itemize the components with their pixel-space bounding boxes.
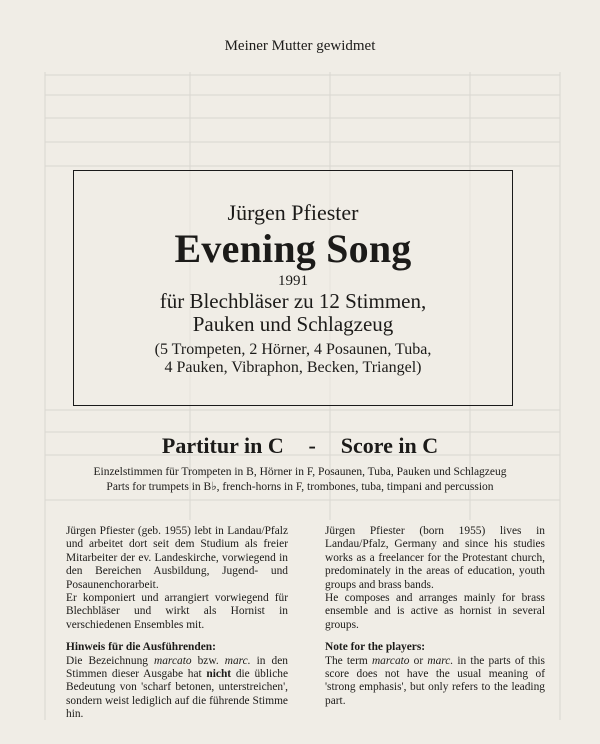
score-heading-german: Partitur in C — [161, 433, 284, 458]
composition-year: 1991 — [278, 273, 308, 289]
english-bio-2: He composes and arranges mainly for brass ensemble and is active as hornist in several groups. — [325, 592, 545, 631]
german-bio-2: Er komponiert und arrangiert vorwiegend für Blechbläser und wirkt als Hornist in verschiedenen Ensembles mit. — [66, 592, 288, 631]
parts-info — [0, 465, 600, 495]
german-column — [66, 525, 288, 722]
title-box — [73, 170, 513, 406]
composer-name: Jürgen Pfiester — [227, 200, 359, 225]
score-heading — [0, 433, 600, 459]
german-note-heading: Hinweis für die Ausführenden: — [66, 641, 216, 654]
score-heading-separator: - — [308, 433, 316, 458]
english-bio: Jürgen Pfiester (born 1955) lives in Landau/Pfalz, Germany and since his studies works as a freelancer for the Protestant church, predominately in the areas of education, youth groups and brass bands. — [325, 525, 545, 591]
parts-german: Einzelstimmen für Trompeten in B, Hörner in F, Posaunen, Tuba, Pauken und Schlagzeug — [93, 466, 507, 478]
german-note: Die Bezeichnung marcato bzw. marc. in den Stimmen dieser Ausgabe hat nicht die übliche Bedeutung von 'scharf betonen, unterstreichen', sondern weist lediglich auf die führende Stimme hin. — [66, 654, 288, 721]
dedication: Meiner Mutter gewidmet — [224, 38, 376, 54]
german-bio: Jürgen Pfiester (geb. 1955) lebt in Landau/Pfalz und arbeitet dort seit dem Studium als freier Mitarbeiter der ev. Landeskirche, vorwiegend in den Bereichen Ausbildung, Jugend- und Posaunenchorarbeit. — [66, 525, 288, 591]
instrumentation-line-2: 4 Pauken, Vibraphon, Becken, Triangel) — [164, 359, 422, 376]
english-note: The term marcato or marc. in the parts of this score does not have the usual meaning of 'strong emphasis', but only refers to the leading part. — [325, 654, 545, 707]
english-note-heading: Note for the players: — [325, 641, 426, 654]
subtitle-line-2: Pauken und Schlagzeug — [192, 312, 394, 336]
english-column — [325, 525, 545, 708]
work-title: Evening Song — [174, 226, 412, 271]
score-heading-english: Score in C — [340, 433, 439, 458]
parts-english: Parts for trumpets in B♭, french-horns in F, trombones, tuba, timpani and percussion — [106, 481, 494, 493]
subtitle-line-1: für Blechbläser zu 12 Stimmen, — [159, 289, 427, 313]
instrumentation-line-1: (5 Trompeten, 2 Hörner, 4 Posaunen, Tuba, — [154, 341, 432, 358]
